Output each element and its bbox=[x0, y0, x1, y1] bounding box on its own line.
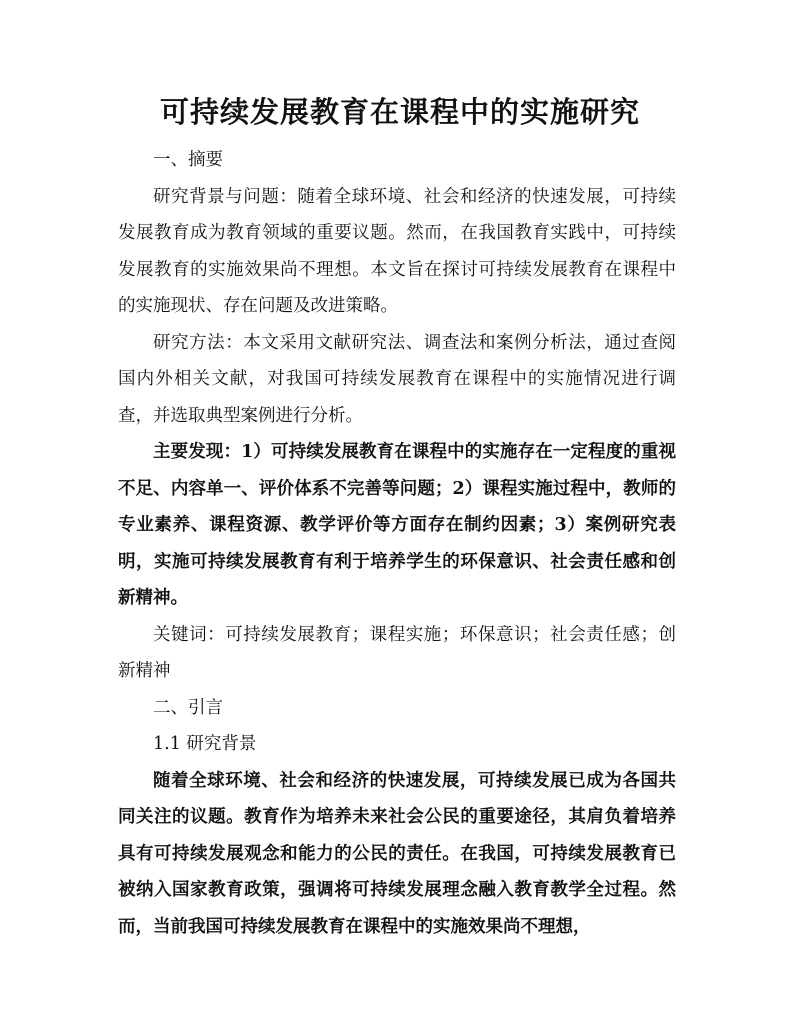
section-heading-introduction: 二、引言 bbox=[153, 697, 223, 718]
research-background-paragraph: 随着全球环境、社会和经济的快速发展，可持续发展已成为各国共同关注的议题。教育作为培养未来社会公民的重要途径，其肩负着培养具有可持续发展观念和能力的公民的责任。在我国，可持续发展教育已被纳入国家教育政策，强调将可持续发展理念融入教育教学全过程。然而，当前我国可持续发展教育在课程中的实施效果尚不理想， bbox=[118, 770, 676, 937]
document-title: 可持续发展教育在课程中的实施研究 bbox=[159, 95, 640, 129]
subsection-heading-research-background: 1.1 研究背景 bbox=[153, 734, 257, 754]
abstract-background-paragraph: 研究背景与问题：随着全球环境、社会和经济的快速发展，可持续发展教育成为教育领域的重要议题。然而，在我国教育实践中，可持续发展教育的实施效果尚不理想。本文旨在探讨可持续发展教育在课程中的实施现状、存在问题及改进策略。 bbox=[118, 186, 676, 316]
abstract-findings-paragraph: 主要发现：1）可持续发展教育在课程中的实施存在一定程度的重视不足、内容单一、评价体系不完善等问题；2）课程实施过程中，教师的专业素养、课程资源、教学评价等方面存在制约因素；3）案例研究表明，实施可持续发展教育有利于培养学生的环保意识、社会责任感和创新精神。 bbox=[118, 442, 676, 608]
document-body bbox=[118, 142, 676, 945]
section-heading-abstract: 一、摘要 bbox=[153, 150, 223, 170]
keywords-paragraph: 关键词：可持续发展教育；课程实施；环保意识；社会责任感；创新精神 bbox=[118, 624, 676, 681]
abstract-methods-paragraph: 研究方法：本文采用文献研究法、调查法和案例分析法，通过查阅国内外相关文献，对我国可持续发展教育在课程中的实施情况进行调查，并选取典型案例进行分析。 bbox=[118, 332, 676, 426]
